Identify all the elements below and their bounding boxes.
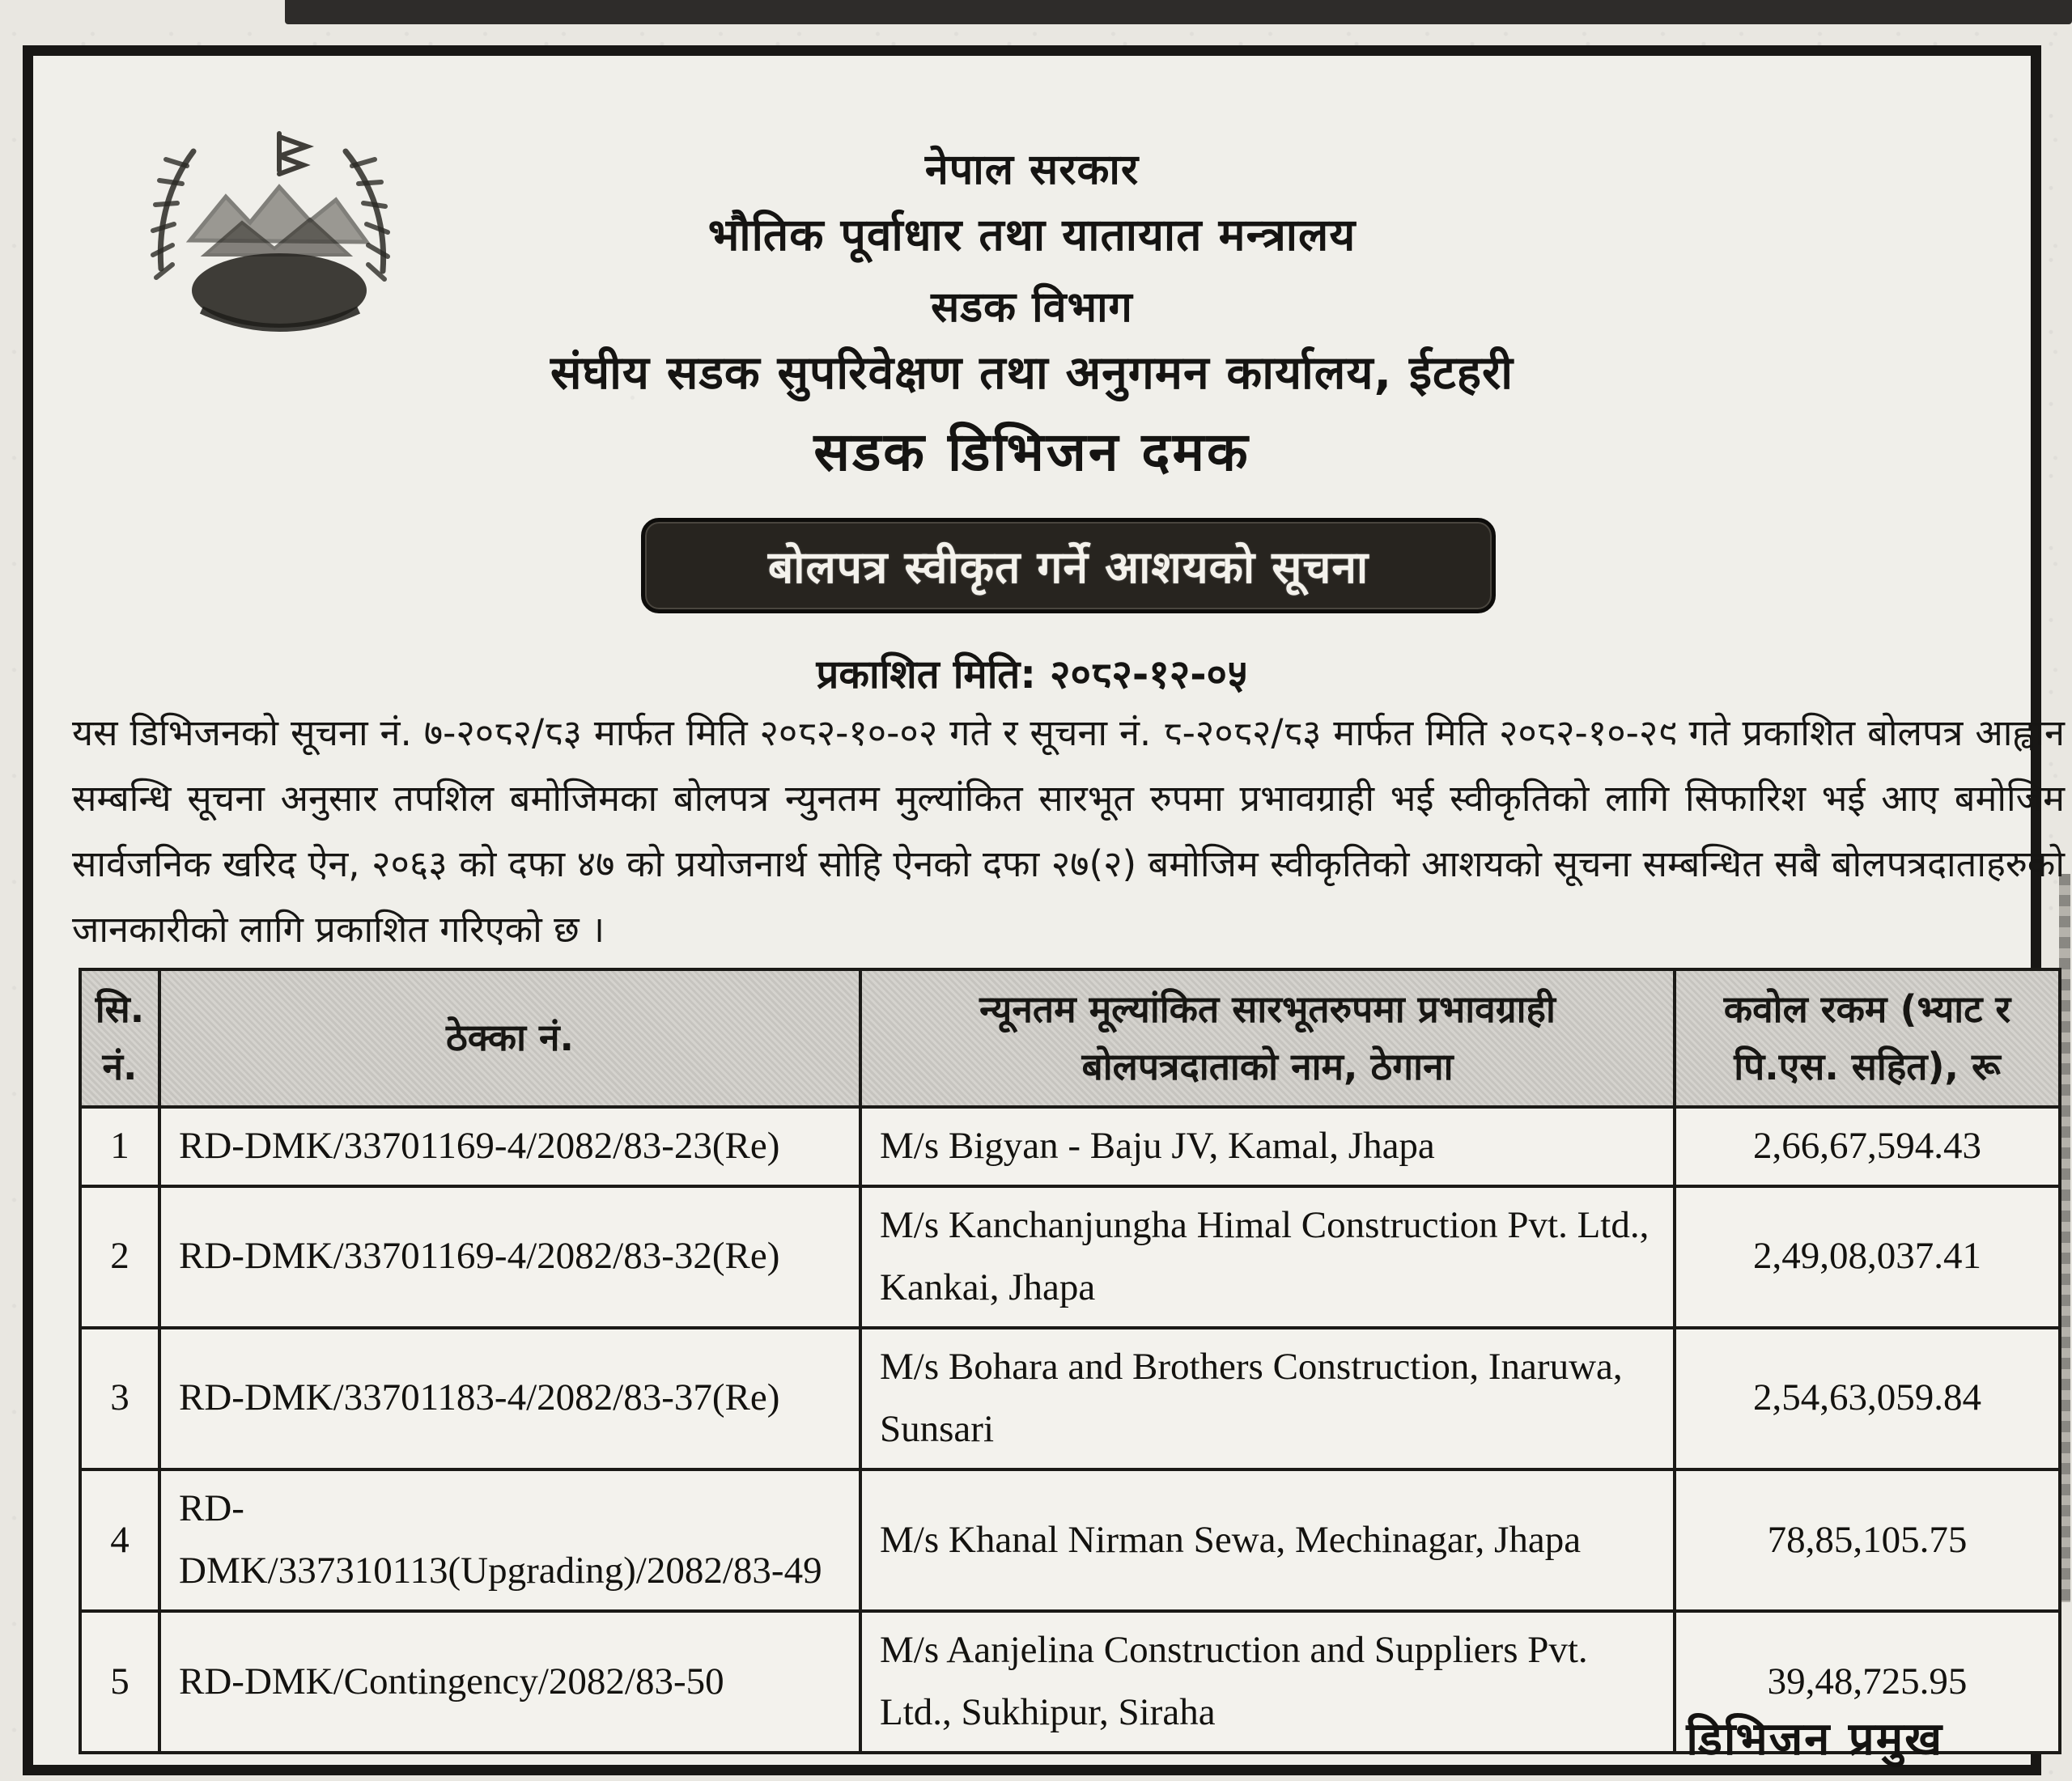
cell-bidder: M/s Aanjelina Construction and Suppliers Pvt. Ltd., Sukhipur, Siraha xyxy=(860,1611,1675,1753)
notice-title-banner xyxy=(641,518,1496,613)
cell-contract: RD-DMK/Contingency/2082/83-50 xyxy=(159,1611,860,1753)
table-row xyxy=(80,1186,2060,1328)
header-department: सडक विभाग xyxy=(931,283,1133,332)
header-ministry: भौतिक पूर्वाधार तथा यातायात मन्त्रालय xyxy=(707,209,1357,261)
cell-amount: 39,48,725.95 xyxy=(1675,1611,2060,1753)
header-government: नेपाल सरकार xyxy=(924,146,1140,194)
cell-bidder: M/s Bigyan - Baju JV, Kamal, Jhapa xyxy=(860,1107,1675,1186)
cell-amount: 2,66,67,594.43 xyxy=(1675,1107,2060,1186)
table-row xyxy=(80,1469,2060,1611)
cell-amount: 2,49,08,037.41 xyxy=(1675,1186,2060,1328)
scan-top-edge xyxy=(285,0,2072,24)
table-row xyxy=(80,1328,2060,1469)
header-division: सडक डिभिजन दमक xyxy=(813,421,1250,483)
bid-table xyxy=(79,968,2061,1754)
notice-title: बोलपत्र स्वीकृत गर्ने आशयको सूचना xyxy=(767,541,1369,593)
header-office: संघीय सडक सुपरिवेक्षण तथा अनुगमन कार्यालय, ईटहरी xyxy=(550,346,1514,400)
cell-contract: RD-DMK/33701169-4/2082/83-23(Re) xyxy=(159,1107,860,1186)
table-header-row xyxy=(80,969,2060,1107)
cell-contract: RD-DMK/337310113(Upgrading)/2082/83-49 xyxy=(159,1469,860,1611)
col-header-amount: कवोल रकम (भ्याट र पि.एस. सहित), रू xyxy=(1675,969,2060,1107)
cell-bidder: M/s Kanchanjungha Himal Construction Pvt. Ltd., Kankai, Jhapa xyxy=(860,1186,1675,1328)
cell-sn: 5 xyxy=(80,1611,159,1753)
table-row xyxy=(80,1107,2060,1186)
col-header-sn: सि. नं. xyxy=(80,969,159,1107)
cell-contract: RD-DMK/33701169-4/2082/83-32(Re) xyxy=(159,1186,860,1328)
cell-amount: 2,54,63,059.84 xyxy=(1675,1328,2060,1469)
cell-bidder: M/s Khanal Nirman Sewa, Mechinagar, Jhapa xyxy=(860,1469,1675,1611)
cell-sn: 3 xyxy=(80,1328,159,1469)
cell-sn: 2 xyxy=(80,1186,159,1328)
notice-body-paragraph: यस डिभिजनको सूचना नं. ७-२०८२/८३ मार्फत मिति २०८२-१०-०२ गते र सूचना नं. ८-२०८२/८३ मार्फत मिति २०८२-१०-२९ गते प्रकाशित बोलपत्र आह्वान सम्बन्धि सूचना अनुसार तपशिल बमोजिमका बोलपत्र न्युनतम मुल्यांकित सारभूत रुपमा प्रभावग्राही भई स्वीकृतिको लागि सिफारिश भई आए बमोजिम सार्वजनिक खरिद ऐन, २०६३ को दफा ४७ को प्रयोजनार्थ सोहि ऐनको दफा २७(२) बमोजिम स्वीकृतिको आशयको सूचना सम्बन्धित सबै बोलपत्रदाताहरुको जानकारीको लागि प्रकाशित गरिएको छ । xyxy=(72,711,2065,951)
cell-sn: 1 xyxy=(80,1107,159,1186)
cell-bidder: M/s Bohara and Brothers Construction, Inaruwa, Sunsari xyxy=(860,1328,1675,1469)
cell-contract: RD-DMK/33701183-4/2082/83-37(Re) xyxy=(159,1328,860,1469)
cell-amount: 78,85,105.75 xyxy=(1675,1469,2060,1611)
notice-frame xyxy=(23,45,2065,1775)
col-header-contract: ठेक्का नं. xyxy=(159,969,860,1107)
cell-sn: 4 xyxy=(80,1469,159,1611)
signatory-title: डिभिजन प्रमुख xyxy=(1686,1713,1943,1766)
col-header-bidder: न्यूनतम मूल्यांकित सारभूतरुपमा प्रभावग्राही बोलपत्रदाताको नाम, ठेगाना xyxy=(860,969,1675,1107)
published-date: प्रकाशित मिति: २०८२-१२-०५ xyxy=(816,651,1248,698)
